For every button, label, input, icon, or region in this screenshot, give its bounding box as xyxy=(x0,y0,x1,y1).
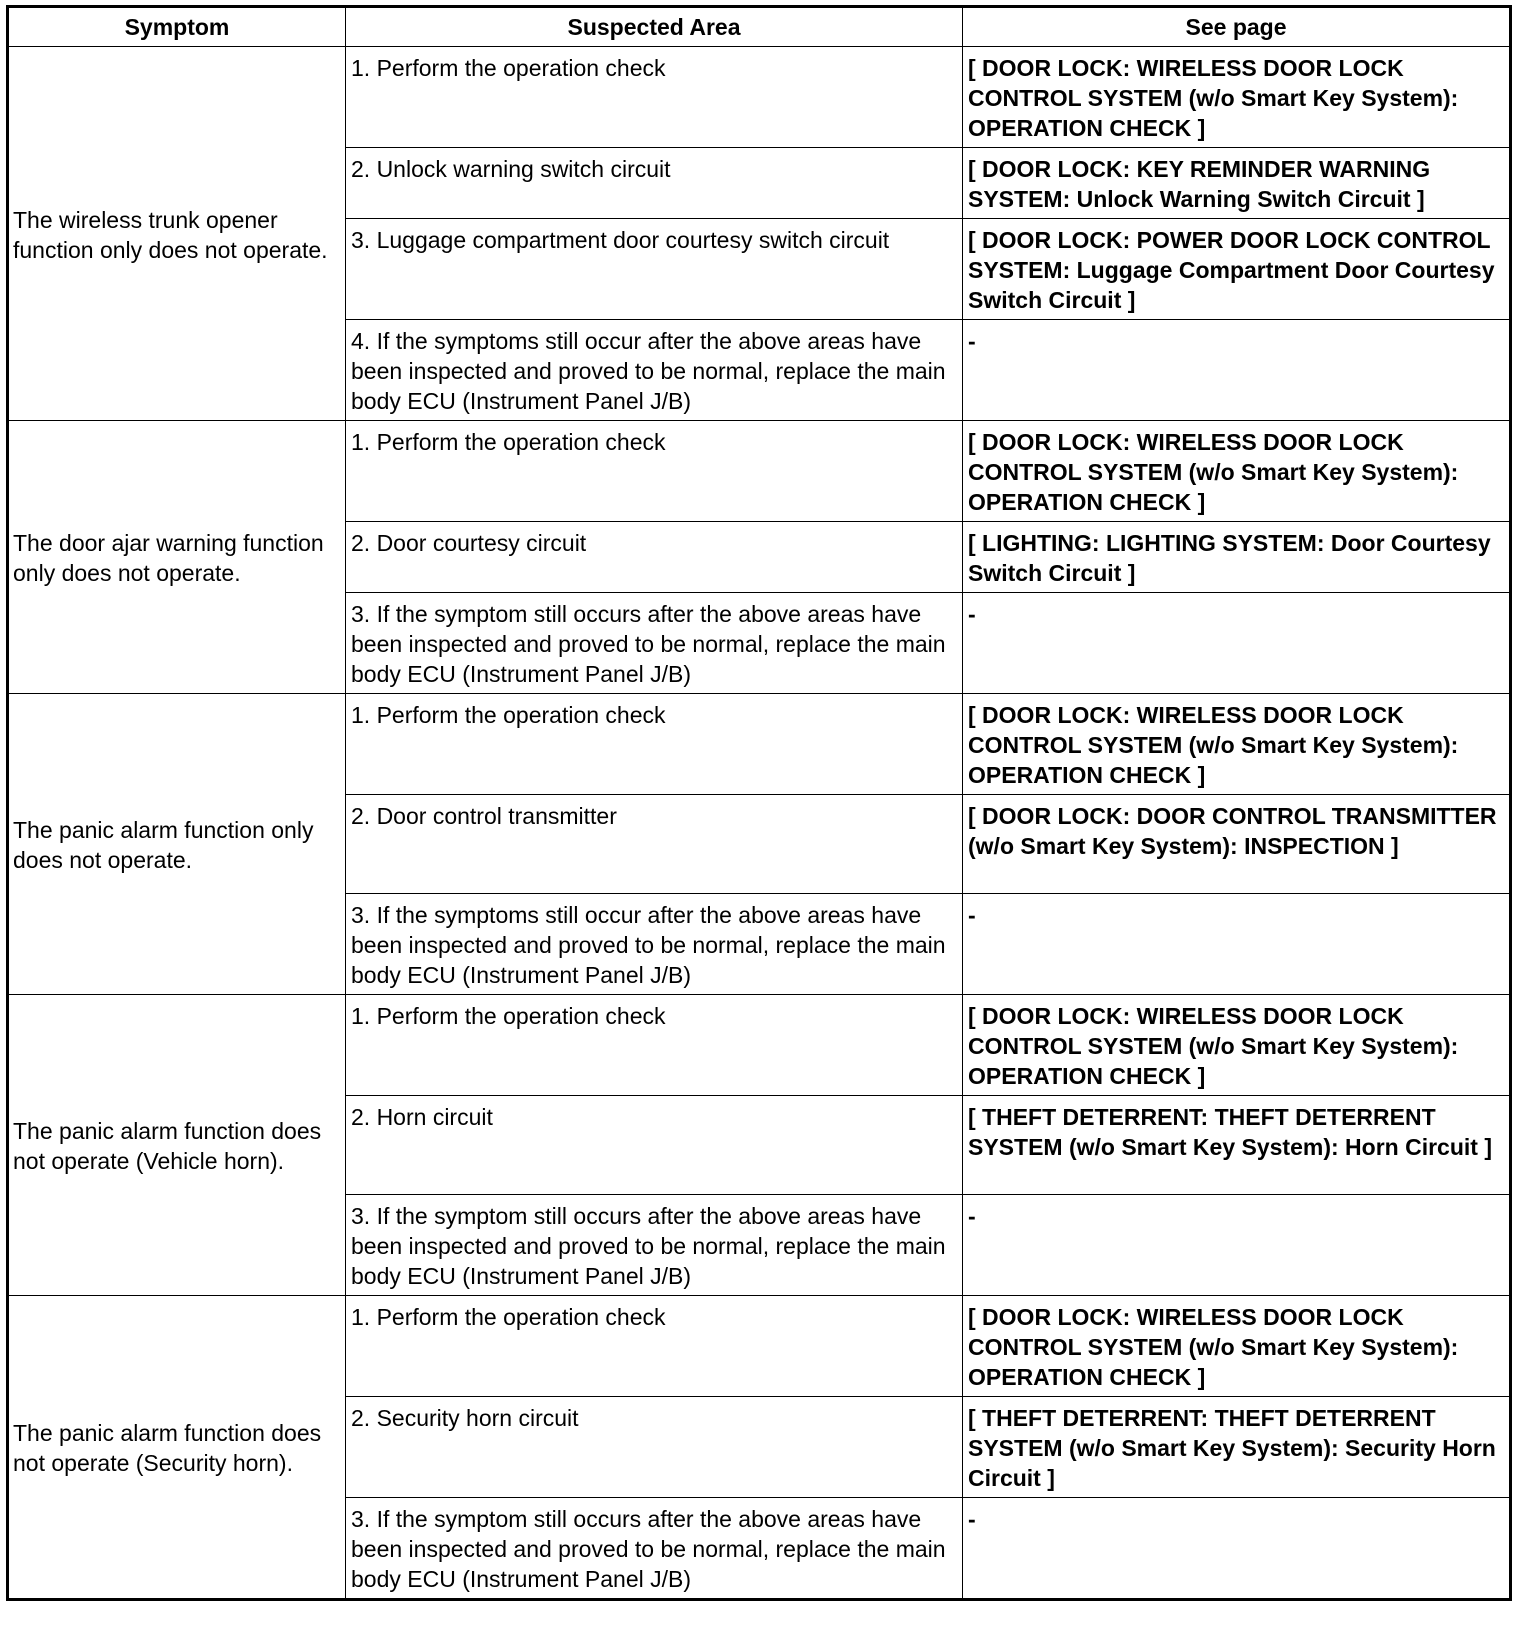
suspected-area-cell: 3. If the symptoms still occur after the above areas have been inspected and proved to be normal, replace the main body ECU (Instrument Panel J/B) xyxy=(346,894,963,995)
table-row xyxy=(8,995,1511,1096)
see-page-cell: [ THEFT DETERRENT: THEFT DETERRENT SYSTEM (w/o Smart Key System): Horn Circuit ] xyxy=(963,1096,1511,1195)
suspected-area-cell: 1. Perform the operation check xyxy=(346,1296,963,1397)
see-page-cell: - xyxy=(963,1498,1511,1600)
header-symptom: Symptom xyxy=(8,7,346,47)
see-page-cell: [ DOOR LOCK: WIRELESS DOOR LOCK CONTROL SYSTEM (w/o Smart Key System): OPERATION CHECK ] xyxy=(963,1296,1511,1397)
see-page-cell: [ DOOR LOCK: POWER DOOR LOCK CONTROL SYSTEM: Luggage Compartment Door Courtesy Switch Circuit ] xyxy=(963,219,1511,320)
see-page-cell: [ DOOR LOCK: DOOR CONTROL TRANSMITTER (w/o Smart Key System): INSPECTION ] xyxy=(963,795,1511,894)
symptom-cell: The panic alarm function does not operate (Vehicle horn). xyxy=(8,995,346,1296)
see-page-cell: - xyxy=(963,320,1511,421)
see-page-cell: - xyxy=(963,894,1511,995)
suspected-area-cell: 3. If the symptom still occurs after the above areas have been inspected and proved to be normal, replace the main body ECU (Instrument Panel J/B) xyxy=(346,1195,963,1296)
symptom-cell: The wireless trunk opener function only does not operate. xyxy=(8,47,346,421)
see-page-cell: [ LIGHTING: LIGHTING SYSTEM: Door Courtesy Switch Circuit ] xyxy=(963,522,1511,593)
symptom-cell: The panic alarm function only does not operate. xyxy=(8,694,346,995)
symptom-cell: The panic alarm function does not operate (Security horn). xyxy=(8,1296,346,1600)
table-row xyxy=(8,694,1511,795)
suspected-area-cell: 1. Perform the operation check xyxy=(346,47,963,148)
table-row xyxy=(8,47,1511,148)
symptom-cell: The door ajar warning function only does not operate. xyxy=(8,421,346,694)
suspected-area-cell: 2. Door control transmitter xyxy=(346,795,963,894)
header-see-page: See page xyxy=(963,7,1511,47)
see-page-cell: [ DOOR LOCK: WIRELESS DOOR LOCK CONTROL SYSTEM (w/o Smart Key System): OPERATION CHECK ] xyxy=(963,995,1511,1096)
suspected-area-cell: 1. Perform the operation check xyxy=(346,694,963,795)
see-page-cell: [ THEFT DETERRENT: THEFT DETERRENT SYSTEM (w/o Smart Key System): Security Horn Circuit ] xyxy=(963,1397,1511,1498)
header-suspected-area: Suspected Area xyxy=(346,7,963,47)
suspected-area-cell: 2. Security horn circuit xyxy=(346,1397,963,1498)
see-page-cell: [ DOOR LOCK: WIRELESS DOOR LOCK CONTROL SYSTEM (w/o Smart Key System): OPERATION CHECK ] xyxy=(963,694,1511,795)
suspected-area-cell: 4. If the symptoms still occur after the above areas have been inspected and proved to be normal, replace the main body ECU (Instrument Panel J/B) xyxy=(346,320,963,421)
suspected-area-cell: 3. If the symptom still occurs after the above areas have been inspected and proved to be normal, replace the main body ECU (Instrument Panel J/B) xyxy=(346,1498,963,1600)
see-page-cell: [ DOOR LOCK: KEY REMINDER WARNING SYSTEM: Unlock Warning Switch Circuit ] xyxy=(963,148,1511,219)
suspected-area-cell: 2. Unlock warning switch circuit xyxy=(346,148,963,219)
suspected-area-cell: 1. Perform the operation check xyxy=(346,995,963,1096)
see-page-cell: - xyxy=(963,1195,1511,1296)
suspected-area-cell: 2. Horn circuit xyxy=(346,1096,963,1195)
header-row xyxy=(8,7,1511,47)
table-row xyxy=(8,421,1511,522)
see-page-cell: - xyxy=(963,593,1511,694)
symptom-table xyxy=(6,5,1512,1601)
suspected-area-cell: 3. If the symptom still occurs after the above areas have been inspected and proved to be normal, replace the main body ECU (Instrument Panel J/B) xyxy=(346,593,963,694)
suspected-area-cell: 2. Door courtesy circuit xyxy=(346,522,963,593)
suspected-area-cell: 3. Luggage compartment door courtesy switch circuit xyxy=(346,219,963,320)
see-page-cell: [ DOOR LOCK: WIRELESS DOOR LOCK CONTROL SYSTEM (w/o Smart Key System): OPERATION CHECK ] xyxy=(963,47,1511,148)
see-page-cell: [ DOOR LOCK: WIRELESS DOOR LOCK CONTROL SYSTEM (w/o Smart Key System): OPERATION CHECK ] xyxy=(963,421,1511,522)
suspected-area-cell: 1. Perform the operation check xyxy=(346,421,963,522)
table-row xyxy=(8,1296,1511,1397)
